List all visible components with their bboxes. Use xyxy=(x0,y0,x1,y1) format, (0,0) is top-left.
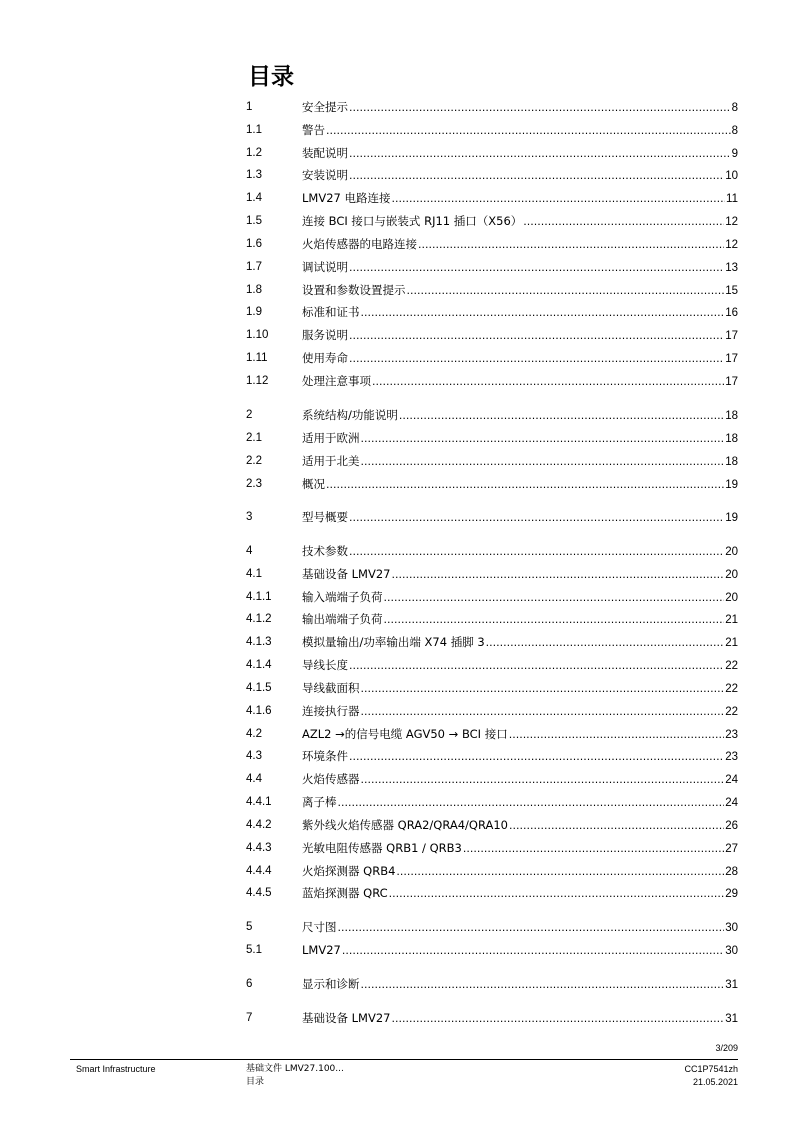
toc-title: 火焰传感器 xyxy=(302,772,360,786)
toc-page: 23 xyxy=(725,729,738,741)
toc-entry[interactable] xyxy=(0,726,793,742)
toc-page: 22 xyxy=(725,683,738,695)
toc-title: 基础设备 LMV27 xyxy=(302,567,391,581)
toc-page: 18 xyxy=(725,410,738,422)
toc-page: 8 xyxy=(731,102,738,114)
toc-page: 19 xyxy=(725,512,738,524)
toc-title: 光敏电阻传感器 QRB1 / QRB3 xyxy=(302,841,462,855)
toc-number: 3 xyxy=(246,511,253,523)
toc-page: 31 xyxy=(725,1013,738,1025)
toc-title: 装配说明 xyxy=(302,146,348,160)
toc-page: 22 xyxy=(725,660,738,672)
toc-entry[interactable] xyxy=(0,703,793,719)
dot-leader xyxy=(399,407,724,424)
toc-page: 23 xyxy=(725,751,738,763)
toc-page: 20 xyxy=(725,546,738,558)
toc-page: 17 xyxy=(725,353,738,365)
toc-title: 型号概要 xyxy=(302,510,348,524)
toc-entry[interactable] xyxy=(0,794,793,810)
dot-leader xyxy=(407,282,725,299)
toc-entry[interactable] xyxy=(0,1010,793,1026)
toc-page: 30 xyxy=(725,945,738,957)
toc-number: 5.1 xyxy=(246,944,262,956)
page-number: 3/209 xyxy=(715,1043,738,1053)
toc-title: 服务说明 xyxy=(302,328,348,342)
toc-title: 火焰探测器 QRB4 xyxy=(302,864,396,878)
toc-entry[interactable] xyxy=(0,748,793,764)
dot-leader xyxy=(338,794,725,811)
dot-leader xyxy=(349,543,724,560)
toc-page: 27 xyxy=(725,843,738,855)
toc-title: 离子棒 xyxy=(302,795,337,809)
toc-page: 24 xyxy=(725,774,738,786)
toc-page: 12 xyxy=(725,216,738,228)
toc-entry[interactable] xyxy=(0,99,793,115)
toc-number: 2.1 xyxy=(246,432,262,444)
toc-title: 标准和证书 xyxy=(302,305,360,319)
toc-number: 1.10 xyxy=(246,329,269,341)
footer-doc-title: 基础文件 LMV27.100... xyxy=(246,1064,344,1074)
page-title: 目录 xyxy=(248,64,294,90)
toc-page: 8 xyxy=(731,125,738,137)
dot-leader xyxy=(361,453,725,470)
toc-number: 1.8 xyxy=(246,284,262,296)
footer-document-meta xyxy=(684,1063,738,1089)
toc-number: 1.9 xyxy=(246,306,262,318)
dot-leader xyxy=(391,566,724,583)
toc-title: 导线截面积 xyxy=(302,681,360,695)
toc-number: 2.3 xyxy=(246,478,262,490)
toc-page: 29 xyxy=(725,888,738,900)
toc-number: 4.4 xyxy=(246,773,262,785)
dot-leader xyxy=(372,373,724,390)
toc-number: 4.4.3 xyxy=(246,842,272,854)
toc-number: 1.6 xyxy=(246,238,262,250)
toc-page: 21 xyxy=(725,614,738,626)
dot-leader xyxy=(486,634,725,651)
toc-entry[interactable] xyxy=(0,145,793,161)
toc-page: 31 xyxy=(725,979,738,991)
toc-number: 1.1 xyxy=(246,124,262,136)
footer-date: 21.05.2021 xyxy=(692,1077,738,1087)
toc-title: 调试说明 xyxy=(302,260,348,274)
toc-entry[interactable] xyxy=(0,373,793,389)
toc-entry[interactable] xyxy=(0,840,793,856)
toc-title: 输出端端子负荷 xyxy=(302,612,383,626)
toc-title: 显示和诊断 xyxy=(302,977,360,991)
toc-entry[interactable] xyxy=(0,509,793,525)
toc-title: 环境条件 xyxy=(302,749,348,763)
toc-number: 4.4.5 xyxy=(246,887,272,899)
toc-entry[interactable] xyxy=(0,213,793,229)
toc-number: 1 xyxy=(246,101,253,113)
toc-number: 5 xyxy=(246,921,253,933)
toc-page: 18 xyxy=(725,433,738,445)
toc-page: 20 xyxy=(725,569,738,581)
toc-title: 连接 BCI 接口与嵌装式 RJ11 插口（X56） xyxy=(302,214,523,228)
dot-leader xyxy=(361,680,725,697)
toc-entry[interactable] xyxy=(0,566,793,582)
toc-number: 4.1.6 xyxy=(246,705,272,717)
toc-number: 4.1 xyxy=(246,568,262,580)
toc-entry[interactable] xyxy=(0,350,793,366)
toc-page: 16 xyxy=(725,307,738,319)
dot-leader xyxy=(361,703,725,720)
toc-title: AZL2 →的信号电缆 AGV50 → BCI 接口 xyxy=(302,727,508,741)
toc-number: 4.2 xyxy=(246,728,262,740)
toc-entry[interactable] xyxy=(0,190,793,206)
toc-title: 适用于欧洲 xyxy=(302,431,360,445)
toc-title: 使用寿命 xyxy=(302,351,348,365)
footer-company: Smart Infrastructure xyxy=(76,1064,156,1074)
toc-entry[interactable] xyxy=(0,122,793,138)
toc-title: 设置和参数设置提示 xyxy=(302,283,406,297)
toc-title: LMV27 xyxy=(302,943,341,957)
toc-number: 4.1.2 xyxy=(246,613,272,625)
dot-leader xyxy=(361,976,725,993)
dot-leader xyxy=(326,476,724,493)
toc-page: 19 xyxy=(725,479,738,491)
toc-page: 28 xyxy=(725,866,738,878)
toc-number: 4.1.3 xyxy=(246,636,272,648)
toc-page: 30 xyxy=(725,922,738,934)
toc-number: 1.2 xyxy=(246,147,262,159)
toc-entry[interactable] xyxy=(0,304,793,320)
toc-number: 4.4.2 xyxy=(246,819,272,831)
toc-number: 4.1.5 xyxy=(246,682,272,694)
toc-page: 13 xyxy=(725,262,738,274)
toc-number: 1.3 xyxy=(246,169,262,181)
toc-number: 2.2 xyxy=(246,455,262,467)
toc-title: 输入端端子负荷 xyxy=(302,590,383,604)
footer-doc-code: CC1P7541zh xyxy=(684,1064,738,1074)
dot-leader xyxy=(361,771,725,788)
toc-entry[interactable] xyxy=(0,942,793,958)
toc-number: 1.7 xyxy=(246,261,262,273)
toc-number: 4.4.1 xyxy=(246,796,272,808)
toc-entry[interactable] xyxy=(0,589,793,605)
dot-leader xyxy=(349,145,731,162)
toc-number: 4.1.1 xyxy=(246,591,272,603)
toc-entry[interactable] xyxy=(0,167,793,183)
dot-leader xyxy=(349,327,724,344)
toc-page: 15 xyxy=(725,285,738,297)
toc-page: 10 xyxy=(725,170,738,182)
dot-leader xyxy=(349,657,724,674)
toc-number: 4.3 xyxy=(246,750,262,762)
dot-leader xyxy=(396,863,724,880)
toc-title: 模拟量输出/功率输出端 X74 插脚 3 xyxy=(302,635,485,649)
toc-page: 18 xyxy=(725,456,738,468)
toc-title: 系统结构/功能说明 xyxy=(302,408,398,422)
toc-page: 9 xyxy=(731,148,738,160)
toc-entry[interactable] xyxy=(0,976,793,992)
footer-document-info xyxy=(246,1063,344,1089)
toc-entry[interactable] xyxy=(0,634,793,650)
toc-entry[interactable] xyxy=(0,259,793,275)
dot-leader xyxy=(349,509,724,526)
dot-leader xyxy=(389,885,725,902)
toc-number: 1.11 xyxy=(246,352,268,364)
dot-leader xyxy=(509,817,724,834)
toc-entry[interactable] xyxy=(0,282,793,298)
footer-section: 目录 xyxy=(246,1077,265,1087)
toc-title: 连接执行器 xyxy=(302,704,360,718)
toc-number: 1.4 xyxy=(246,192,262,204)
dot-leader xyxy=(361,430,725,447)
toc-entry[interactable] xyxy=(0,611,793,627)
dot-leader xyxy=(338,919,725,936)
toc-entry[interactable] xyxy=(0,863,793,879)
toc-page: 24 xyxy=(725,797,738,809)
toc-entry[interactable] xyxy=(0,430,793,446)
dot-leader xyxy=(349,748,724,765)
dot-leader xyxy=(523,213,724,230)
toc-title: 处理注意事项 xyxy=(302,374,371,388)
dot-leader xyxy=(349,99,731,116)
toc-number: 2 xyxy=(246,409,253,421)
toc-number: 1.12 xyxy=(246,375,269,387)
toc-page: 20 xyxy=(725,592,738,604)
toc-entry[interactable] xyxy=(0,476,793,492)
toc-number: 7 xyxy=(246,1012,253,1024)
toc-entry[interactable] xyxy=(0,453,793,469)
toc-entry[interactable] xyxy=(0,771,793,787)
toc-entry[interactable] xyxy=(0,327,793,343)
dot-leader xyxy=(418,236,724,253)
toc-title: 紫外线火焰传感器 QRA2/QRA4/QRA10 xyxy=(302,818,508,832)
toc-page: 11 xyxy=(726,193,738,205)
toc-number: 4 xyxy=(246,545,253,557)
toc-page: 17 xyxy=(725,376,738,388)
dot-leader xyxy=(384,589,725,606)
dot-leader xyxy=(349,259,724,276)
toc-page: 12 xyxy=(725,239,738,251)
dot-leader xyxy=(361,304,725,321)
toc-entry[interactable] xyxy=(0,657,793,673)
toc-number: 6 xyxy=(246,978,253,990)
dot-leader xyxy=(463,840,724,857)
toc-page: 26 xyxy=(725,820,738,832)
toc-page: 17 xyxy=(725,330,738,342)
toc-title: 火焰传感器的电路连接 xyxy=(302,237,417,251)
dot-leader xyxy=(391,190,725,207)
toc-title: 技术参数 xyxy=(302,544,348,558)
dot-leader xyxy=(349,167,724,184)
toc-title: 蓝焰探测器 QRC xyxy=(302,886,388,900)
toc-number: 1.5 xyxy=(246,215,262,227)
toc-entry[interactable] xyxy=(0,919,793,935)
toc-title: 导线长度 xyxy=(302,658,348,672)
footer-divider xyxy=(70,1059,738,1060)
toc-title: 适用于北美 xyxy=(302,454,360,468)
toc-entry[interactable] xyxy=(0,236,793,252)
toc-entry[interactable] xyxy=(0,885,793,901)
toc-title: 警告 xyxy=(302,123,325,137)
toc-page: 22 xyxy=(725,706,738,718)
toc-title: 基础设备 LMV27 xyxy=(302,1011,391,1025)
toc-entry[interactable] xyxy=(0,817,793,833)
dot-leader xyxy=(391,1010,724,1027)
toc-title: 安装说明 xyxy=(302,168,348,182)
toc-title: 概况 xyxy=(302,477,325,491)
toc-title: LMV27 电路连接 xyxy=(302,191,391,205)
toc-entry[interactable] xyxy=(0,680,793,696)
dot-leader xyxy=(342,942,724,959)
toc-number: 4.1.4 xyxy=(246,659,272,671)
toc-title: 尺寸图 xyxy=(302,920,337,934)
dot-leader xyxy=(509,726,725,743)
toc-title: 安全提示 xyxy=(302,100,348,114)
toc-entry[interactable] xyxy=(0,407,793,423)
toc-entry[interactable] xyxy=(0,543,793,559)
dot-leader xyxy=(349,350,724,367)
dot-leader xyxy=(326,122,731,139)
dot-leader xyxy=(384,611,725,628)
toc-page: 21 xyxy=(725,637,738,649)
toc-number: 4.4.4 xyxy=(246,865,272,877)
